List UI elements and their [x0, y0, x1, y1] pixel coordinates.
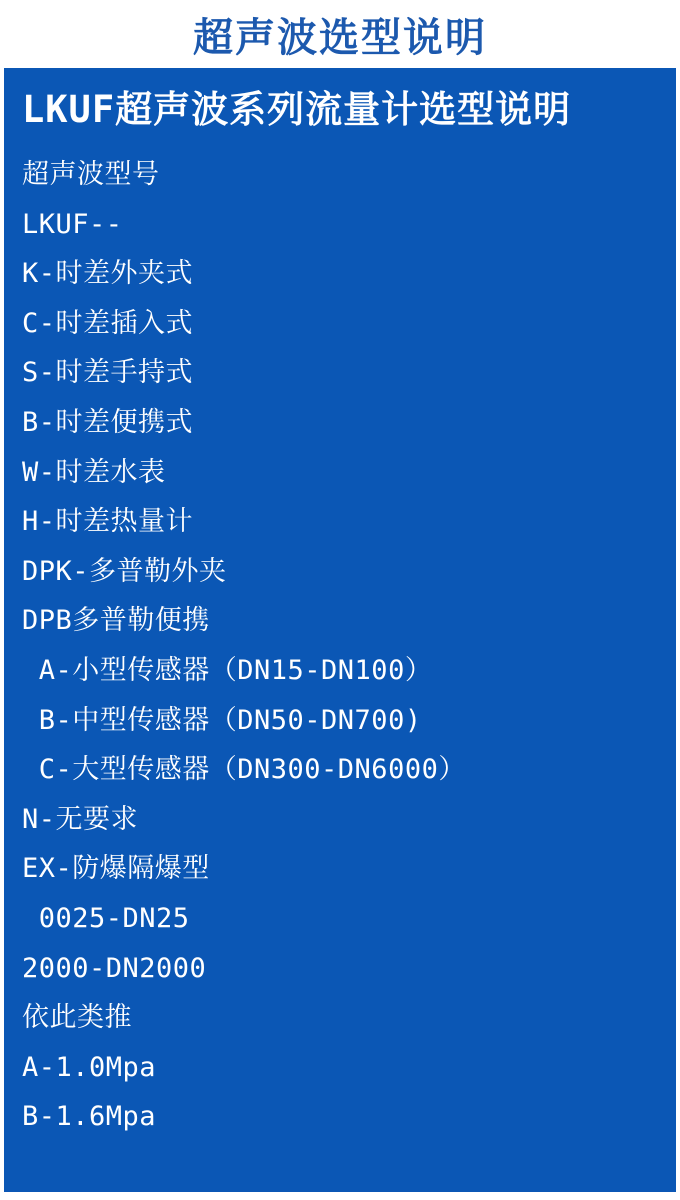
- spec-line-sensor-c-large: C-大型传感器（DN300-DN6000）: [22, 754, 466, 786]
- spec-line-dn25-code: 0025-DN25: [22, 902, 190, 934]
- spec-line-n-norequirement: N-无要求: [22, 803, 139, 835]
- page-header: [0, 0, 680, 68]
- spec-line-sensor-a-small: A-小型传感器（DN15-DN100）: [22, 654, 433, 686]
- spec-line-dpb-doppler-portable: DPB多普勒便携: [22, 605, 210, 637]
- spec-line-lkuf-prefix: LKUF--: [22, 208, 123, 240]
- spec-line-k-clampon: K-时差外夹式: [22, 258, 194, 290]
- selection-info-panel: [4, 68, 676, 1192]
- spec-line-dn2000-code: 2000-DN2000: [22, 952, 207, 984]
- spec-line-s-handheld: S-时差手持式: [22, 357, 194, 389]
- spec-line-and-so-on: 依此类推: [22, 1002, 132, 1034]
- spec-line-ex-explosionproof: EX-防爆隔爆型: [22, 853, 210, 885]
- spec-line-h-heatmeter: H-时差热量计: [22, 506, 194, 538]
- spec-line-c-insertion: C-时差插入式: [22, 307, 194, 339]
- spec-line-b-portable: B-时差便携式: [22, 406, 194, 438]
- spec-line-model-label: 超声波型号: [22, 159, 160, 190]
- page-title: 超声波选型说明: [193, 14, 487, 60]
- panel-heading: LKUF超声波系列流量计选型说明: [22, 88, 572, 131]
- spec-line-pressure-a: A-1.0Mpa: [22, 1051, 157, 1083]
- spec-line-pressure-b: B-1.6Mpa: [22, 1101, 157, 1133]
- spec-line-w-watermeter: W-时差水表: [22, 456, 166, 488]
- spec-line-dpk-doppler-clamp: DPK-多普勒外夹: [22, 555, 227, 587]
- spec-line-sensor-b-medium: B-中型传感器（DN50-DN700): [22, 704, 422, 736]
